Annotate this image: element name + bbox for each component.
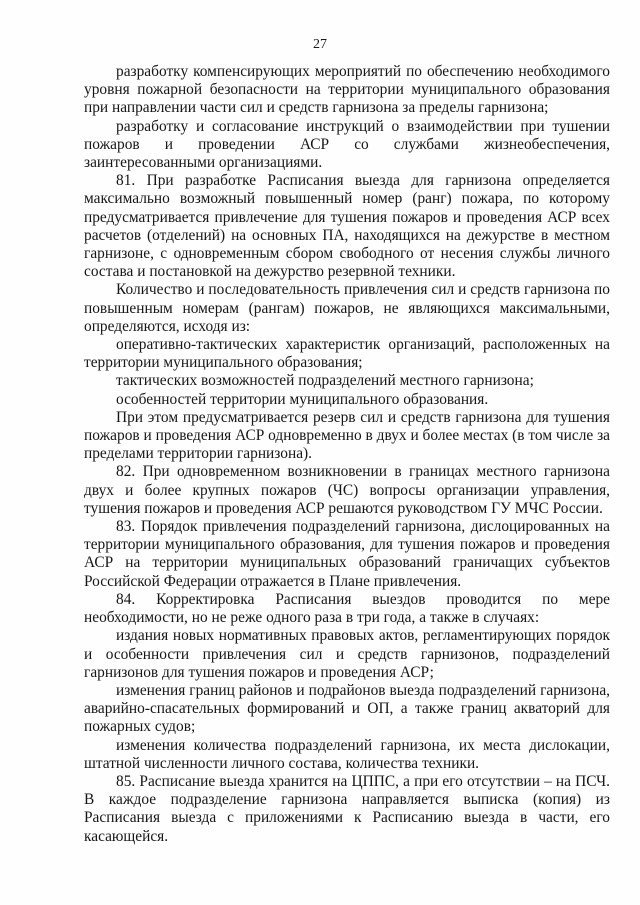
- paragraph: изменения границ районов и подрайонов выезда подразделений гарнизона, аварийно-спасательных формирований и ОП, а также границ акваторий для пожарных судов;: [84, 681, 610, 736]
- document-body: [84, 63, 610, 846]
- paragraph: издания новых нормативных правовых актов, регламентирующих порядок и особенности привлечения сил и средств гарнизонов, подразделений гарнизонов для тушения пожаров и проведения АСР;: [84, 627, 610, 681]
- paragraph: 85. Расписание выезда хранится на ЦППС, а при его отсутствии – на ПСЧ. В каждое подразделение гарнизона направляется выписка (копия) из Расписания выезда с приложениями к Расписанию выезда в части, его касающейся.: [84, 772, 610, 845]
- paragraph: 84. Корректировка Расписания выездов проводится по мере необходимости, но не реже одного раза в три года, а также в случаях:: [84, 590, 610, 627]
- paragraph: 81. При разработке Расписания выезда для гарнизона определяется максимально возможный повышенный номер (ранг) пожара, по которому предусматривается привлечение для тушения пожаров и проведения АСР всех расчетов (отделений) на основных ПА, находящихся на дежурстве в местном гарнизоне, с одновременным сбором свободного от несения службы личного состава и постановкой на дежурство резервной техники.: [84, 172, 610, 281]
- paragraph: разработку и согласование инструкций о взаимодействии при тушении пожаров и проведении АСР со службами жизнеобеспечения, заинтересованными организациями.: [84, 117, 610, 172]
- paragraph: 82. При одновременном возникновении в границах местного гарнизона двух и более крупных пожаров (ЧС) вопросы организации управления, тушения пожаров и проведения АСР решаются руководством ГУ МЧС России.: [84, 463, 610, 517]
- paragraph: 83. Порядок привлечения подразделений гарнизона, дислоцированных на территории муниципального образования, для тушения пожаров и проведения АСР на территории муниципальных образований граничащих субъектов Российской Федерации отражается в Плане привлечения.: [84, 518, 610, 590]
- paragraph: Количество и последовательность привлечения сил и средств гарнизона по повышенным номерам (рангам) пожаров, не являющихся максимальными, определяются, исходя из:: [84, 281, 610, 335]
- paragraph: изменения количества подразделений гарнизона, их места дислокации, штатной численности личного состава, количества техники.: [84, 736, 610, 772]
- paragraph: При этом предусматривается резерв сил и средств гарнизона для тушения пожаров и проведения АСР одновременно в двух и более местах (в том числе за пределами территории гарнизона).: [84, 408, 610, 463]
- paragraph: оперативно-тактических характеристик организаций, расположенных на территории муниципального образования;: [84, 336, 610, 372]
- paragraph: разработку компенсирующих мероприятий по обеспечению необходимого уровня пожарной безопасности на территории муниципального образования при направлении части сил и средств гарнизона за пределы гарнизона;: [84, 63, 610, 117]
- paragraph: особенностей территории муниципального образования.: [116, 390, 489, 408]
- page-number: 27: [313, 37, 327, 52]
- paragraph: тактических возможностей подразделений местного гарнизона;: [116, 372, 534, 390]
